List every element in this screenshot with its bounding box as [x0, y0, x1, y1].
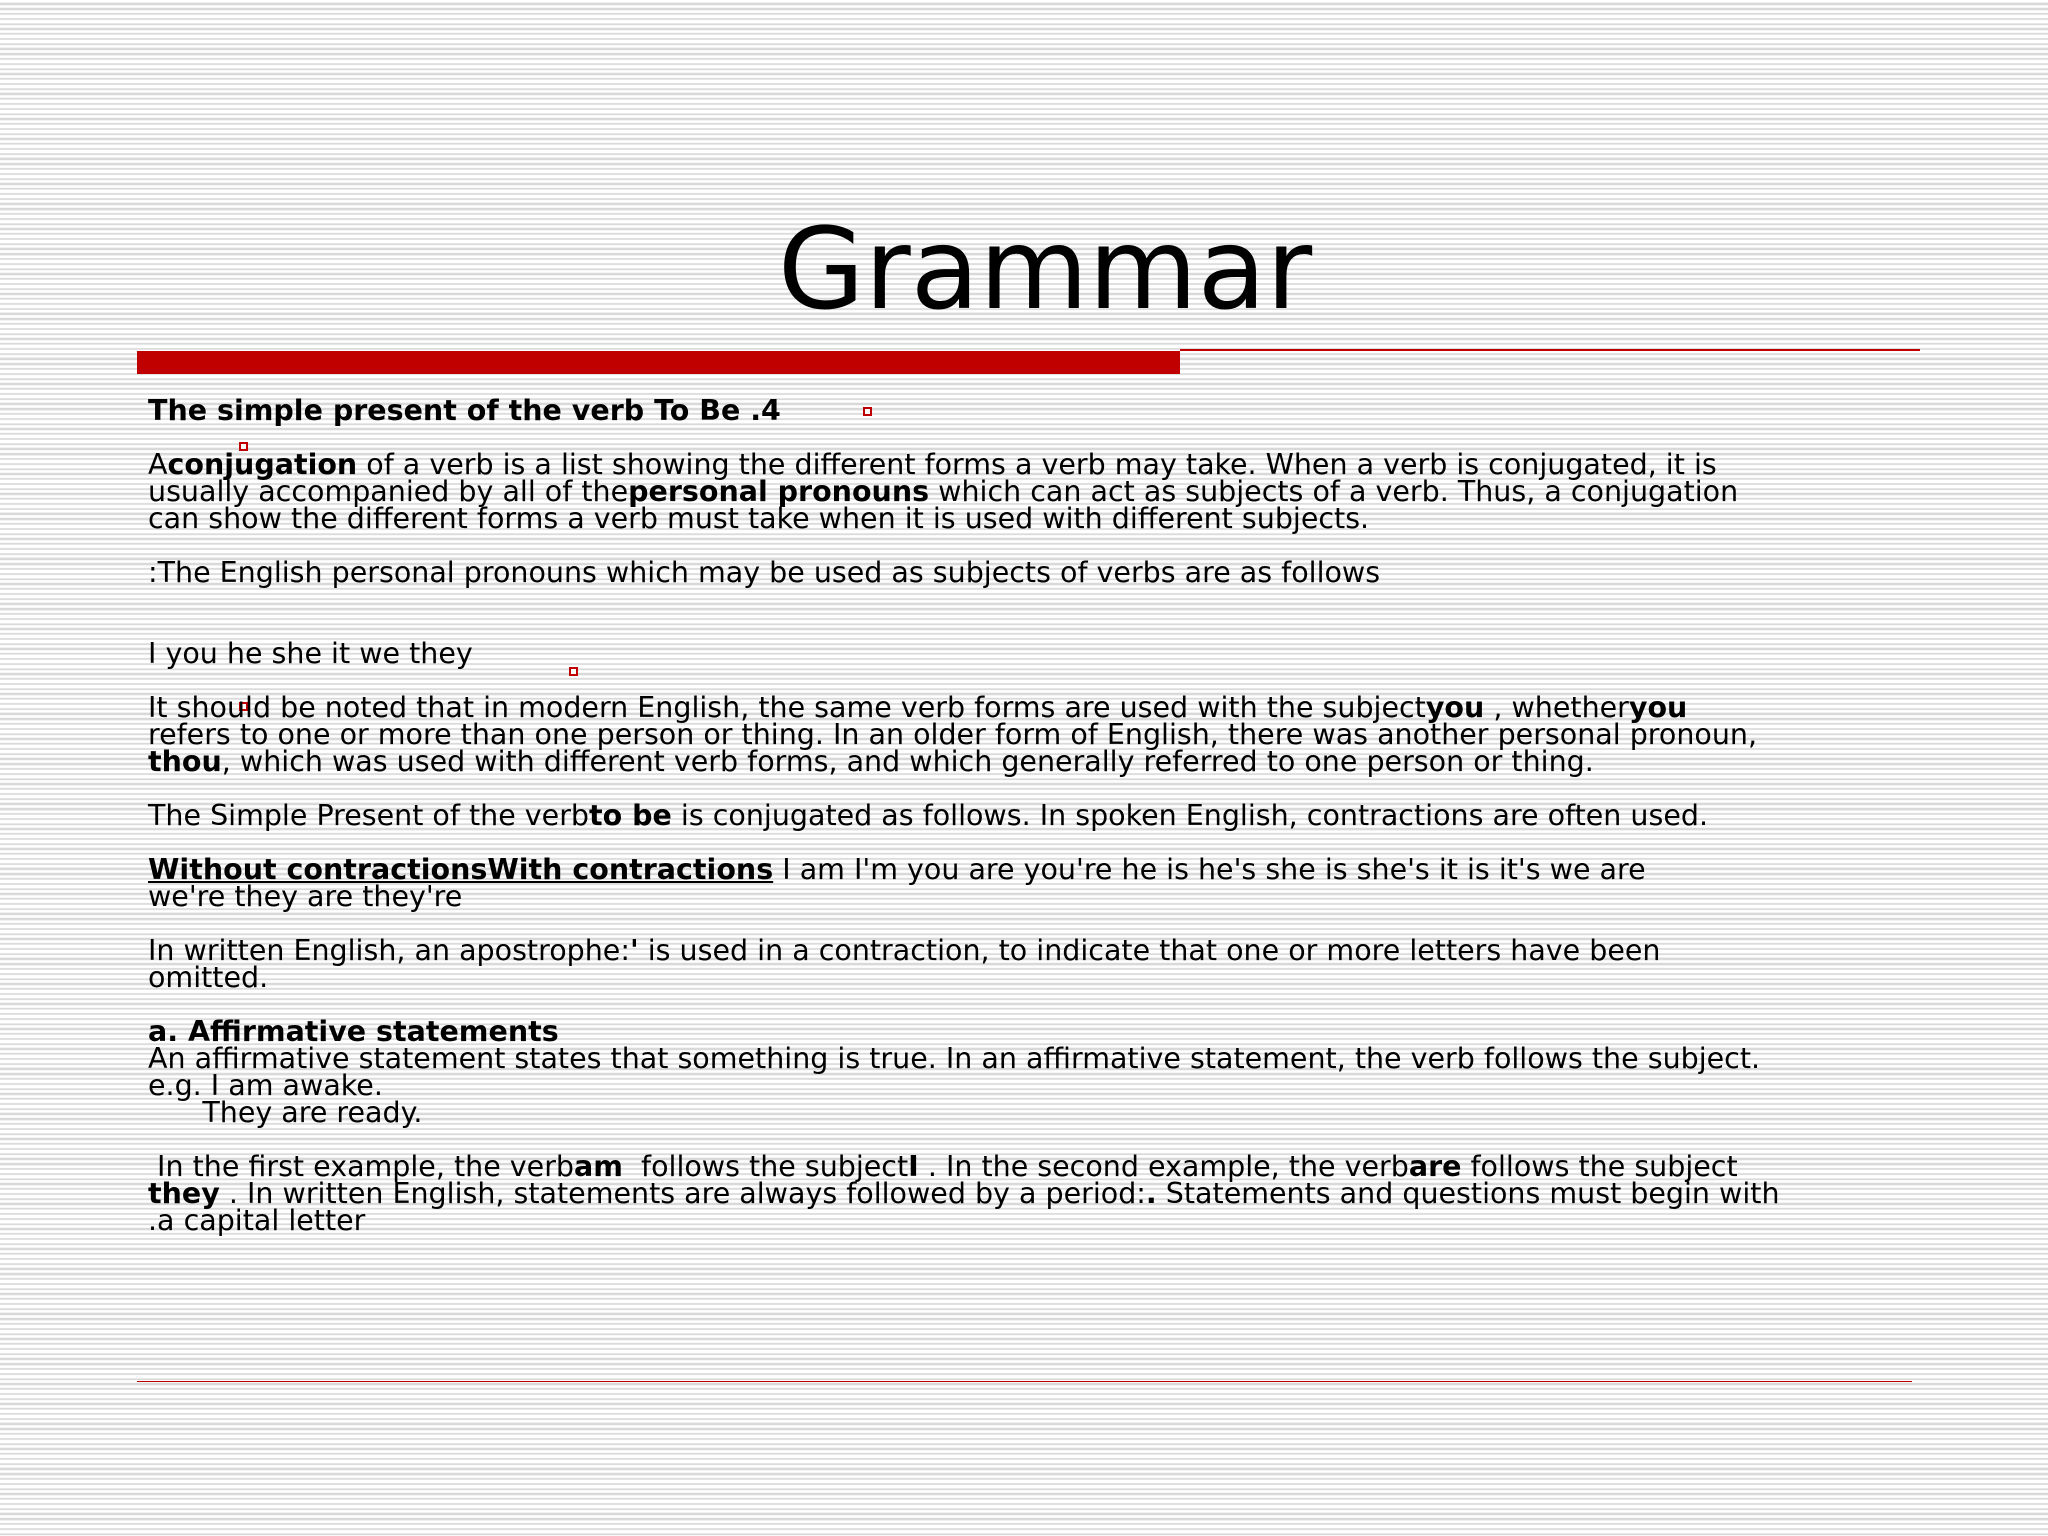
spacer [148, 532, 1928, 559]
text-run: The Simple Present of the verb [148, 799, 589, 832]
title-underline-rule [1180, 349, 1920, 351]
text-run: they [148, 1177, 220, 1210]
contractions-line: we're they are they're [148, 880, 463, 913]
text-run: , which was used with different verb forms, and which generally referred to one person or thing. [221, 745, 1594, 778]
pronoun-list: I you he she it we they [148, 637, 473, 670]
text-run: of a verb is a list showing the different forms a verb may take. When a verb is conjugated, it is [357, 448, 1717, 481]
spacer [148, 613, 1928, 640]
text-run: conjugation [167, 448, 358, 481]
spacer [148, 829, 1928, 856]
spacer [148, 586, 1928, 613]
text-run: thou [148, 745, 222, 778]
subsection-heading [148, 1015, 1928, 1048]
text-run: . In the second example, the verb [918, 1150, 1409, 1183]
spacer [148, 1126, 1928, 1153]
paragraph-line [148, 1177, 1928, 1210]
text-run: , whether [1484, 691, 1629, 724]
example-line: They are ready. [148, 1096, 423, 1129]
example-line: e.g. I am awake. [148, 1069, 383, 1102]
text-run: to be [589, 799, 672, 832]
text-run: usually accompanied by all of the [148, 475, 629, 508]
paragraph-line: An affirmative statement states that something is true. In an affirmative statement, the verb follows the subject. [148, 1042, 1761, 1075]
text-run: is used in a contraction, to indicate that one or more letters have been [638, 934, 1661, 967]
text-run: are [1408, 1150, 1462, 1183]
paragraph-line [148, 448, 1928, 481]
text-run: A [148, 448, 168, 481]
paragraph-line [148, 799, 1928, 832]
spacer [148, 910, 1928, 937]
text-run: follows the subject [1461, 1150, 1738, 1183]
contractions-header: Without contractionsWith contractions [148, 853, 774, 886]
paragraph-line: omitted. [148, 961, 269, 994]
paragraph-line [148, 475, 1928, 508]
paragraph-line: :The English personal pronouns which may be used as subjects of verbs are as follows [148, 556, 1381, 589]
text-run: It should be noted that in modern English, the same verb forms are used with the subject [148, 691, 1426, 724]
text-run: The simple present of the verb To Be .4 [148, 394, 781, 427]
text-run: which can act as subjects of a verb. Thus, a conjugation [929, 475, 1739, 508]
text-run: . [1145, 1177, 1157, 1210]
spacer [148, 424, 1928, 451]
spacer [148, 991, 1928, 1018]
text-run: ' [629, 934, 639, 967]
slide-body [148, 394, 1928, 1237]
text-run: I am I'm you are you're he is he's she is she's it is it's we are [773, 853, 1646, 886]
paragraph-line [148, 691, 1928, 724]
paragraph-line: .a capital letter [148, 1204, 366, 1237]
spacer [148, 775, 1928, 802]
paragraph-line [148, 1150, 1928, 1183]
text-run: . In written English, statements are always followed by a period: [219, 1177, 1146, 1210]
text-run: In the first example, the verb [148, 1150, 574, 1183]
text-run: Statements and questions must begin with [1156, 1177, 1780, 1210]
text-run: you [1425, 691, 1485, 724]
text-run: In written English, an apostrophe: [148, 934, 630, 967]
title-underline-bar [137, 351, 1180, 374]
paragraph-line [148, 934, 1928, 967]
contractions-line [148, 853, 1928, 886]
text-run: follows the subject [622, 1150, 909, 1183]
text-run: you [1628, 691, 1688, 724]
text-run: a. Affirmative statements [148, 1015, 559, 1048]
text-run: I [908, 1150, 919, 1183]
text-run: am [574, 1150, 623, 1183]
spacer [148, 667, 1928, 694]
paragraph-line [148, 745, 1928, 778]
slide-title: Grammar [777, 205, 1313, 335]
section-heading [148, 394, 1928, 427]
paragraph-line: refers to one or more than one person or thing. In an older form of English, there was another personal pronoun, [148, 718, 1758, 751]
text-run: is conjugated as follows. In spoken English, contractions are often used. [671, 799, 1709, 832]
footer-rule [137, 1381, 1912, 1382]
paragraph-line: can show the different forms a verb must take when it is used with different subjects. [148, 502, 1370, 535]
text-run: personal pronouns [628, 475, 930, 508]
